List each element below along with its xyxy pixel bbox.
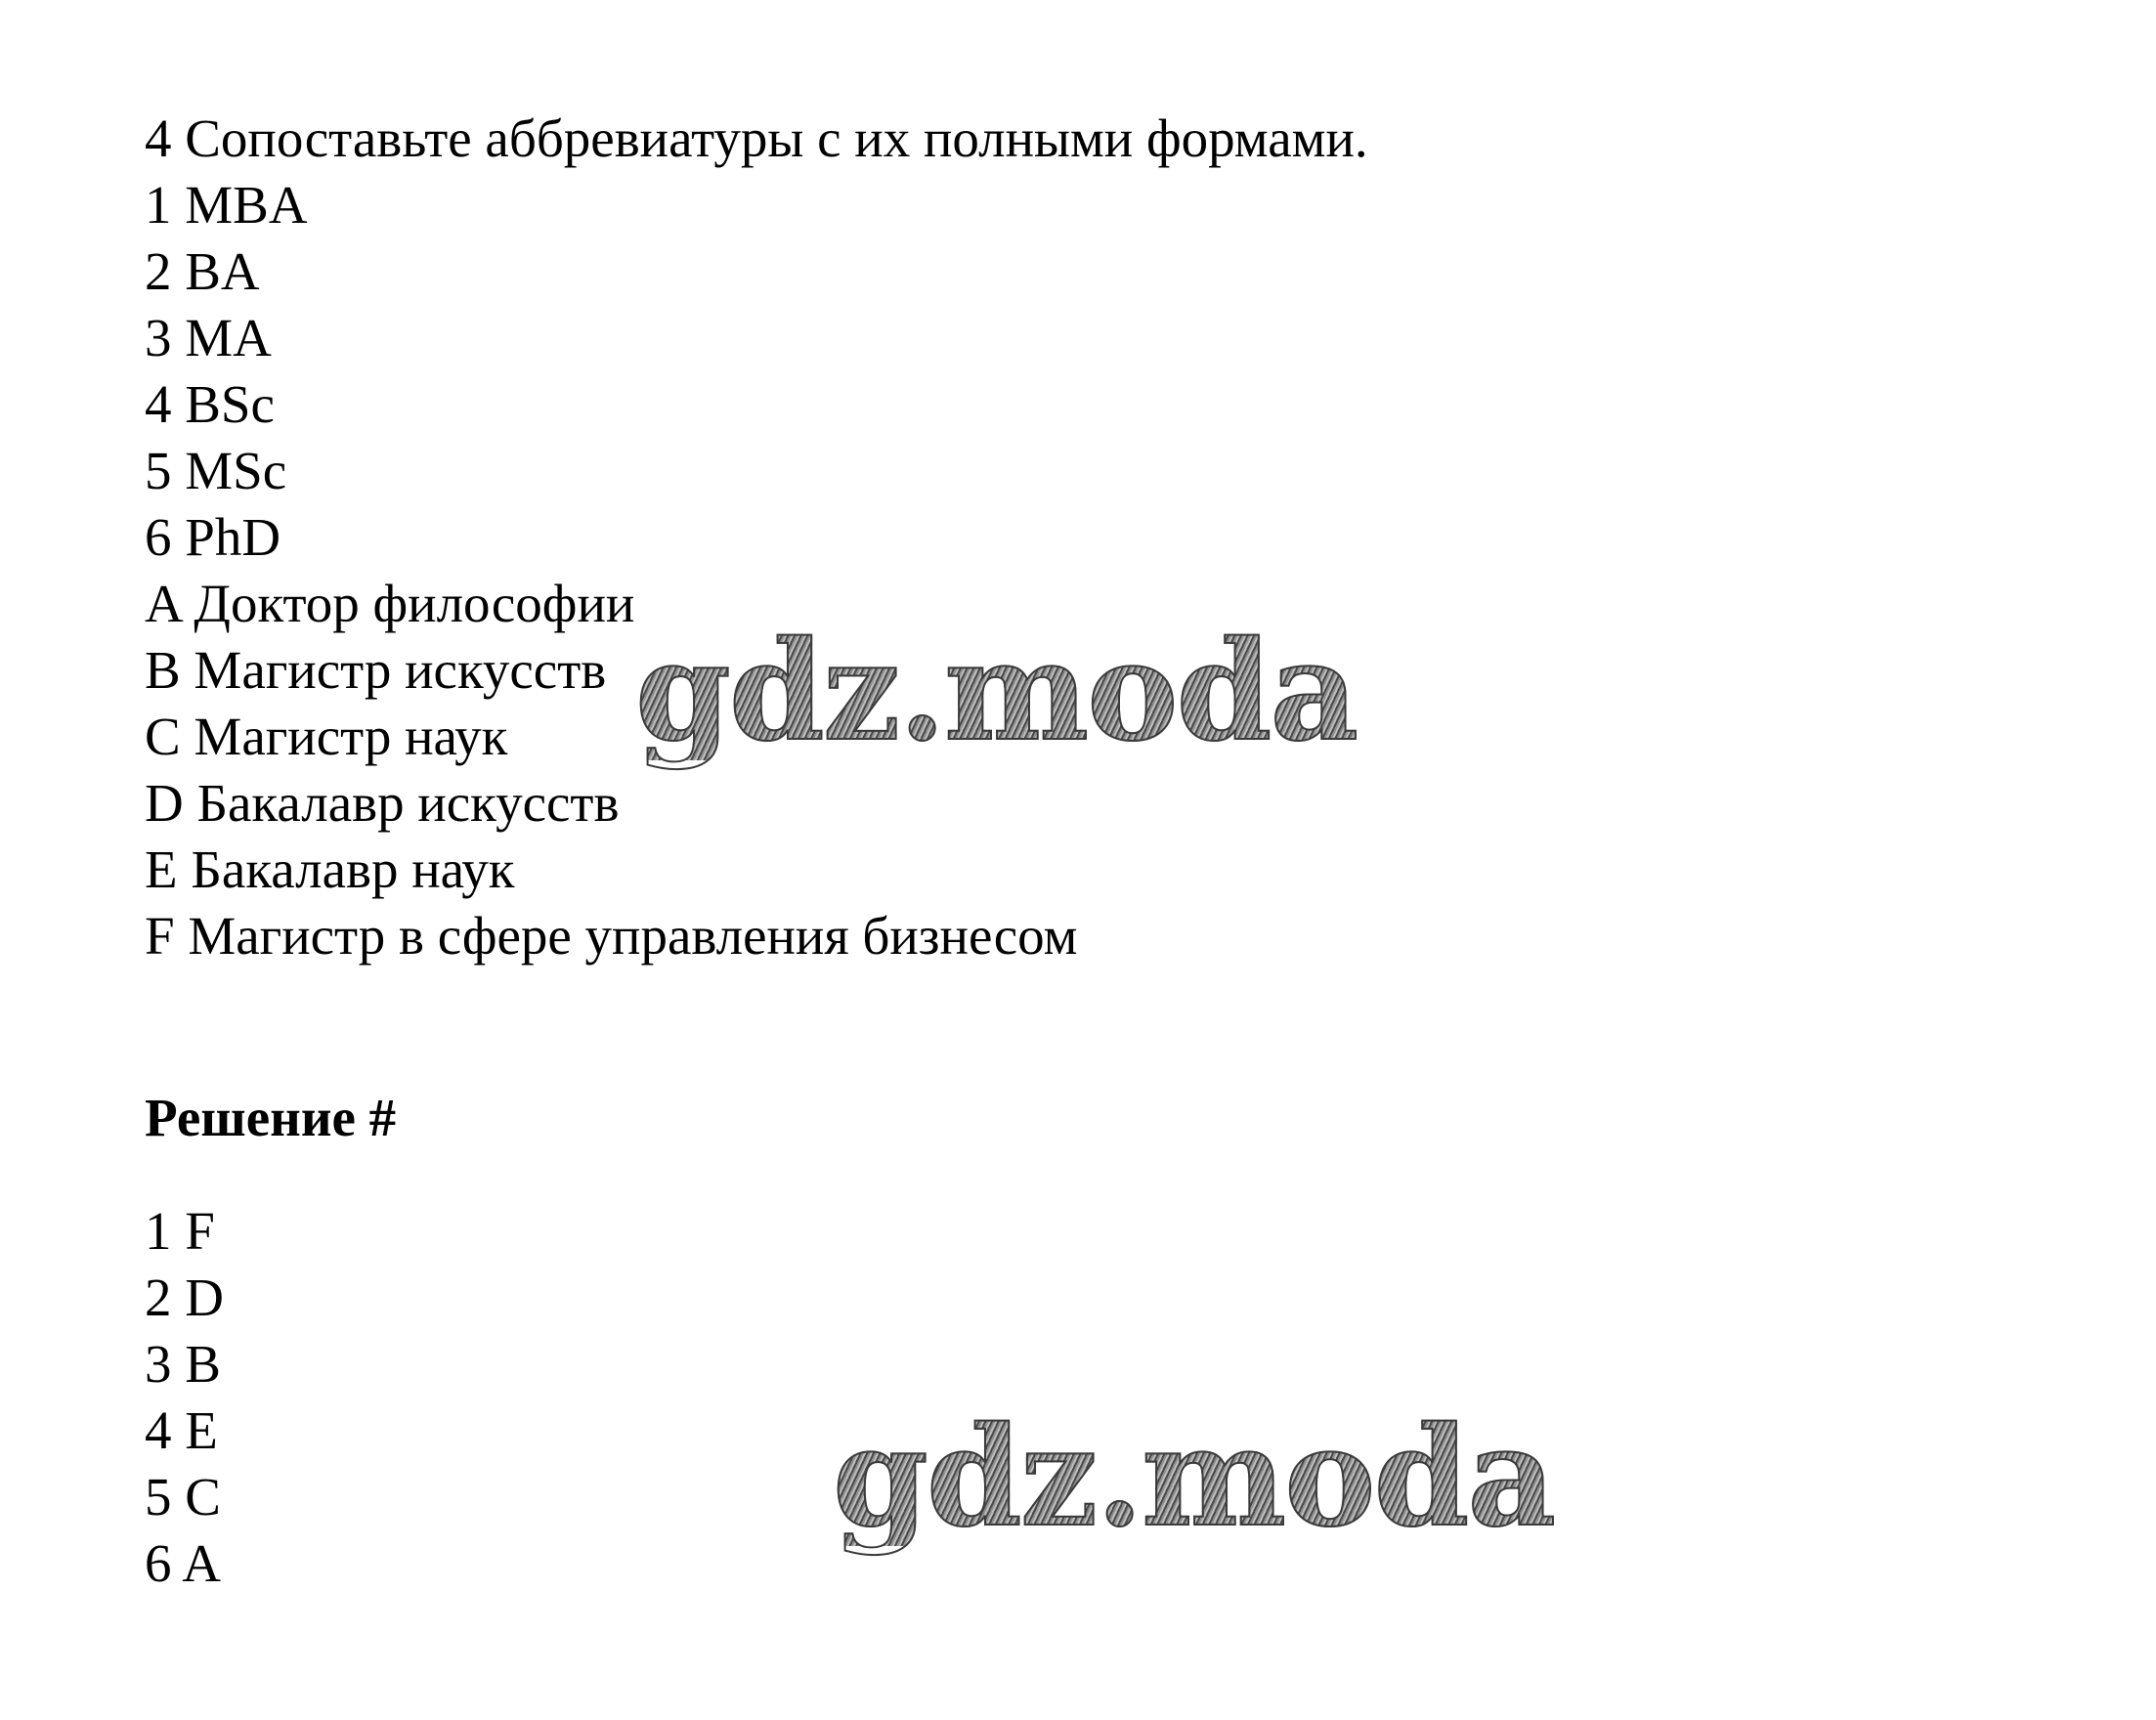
solution-heading: Решение # [145, 1088, 397, 1147]
answer-item: 1 F [145, 1201, 215, 1261]
task-title: 4 Сопоставьте аббревиатуры с их полными формами. [145, 108, 1368, 168]
answer-item: 5 C [145, 1467, 221, 1526]
answer-item: 6 A [145, 1533, 221, 1593]
answer-item: 4 E [145, 1400, 218, 1460]
full-form-item: A Доктор философии [145, 574, 635, 633]
abbreviation-item: 3 MA [145, 308, 272, 367]
abbreviation-item: 2 BA [145, 241, 260, 301]
abbreviation-item: 1 MBA [145, 175, 308, 235]
watermark-logo: gdz.moda [833, 1398, 1555, 1558]
full-form-item: E Бакалавр наук [145, 839, 515, 899]
answer-item: 3 B [145, 1334, 221, 1394]
answer-item: 2 D [145, 1268, 224, 1327]
full-form-item: F Магистр в сфере управления бизнесом [145, 906, 1078, 966]
full-form-item: C Магистр наук [145, 707, 508, 766]
abbreviation-item: 5 MSc [145, 441, 287, 500]
full-form-item: D Бакалавр искусств [145, 773, 620, 833]
full-form-item: B Магистр искусств [145, 640, 607, 700]
watermark-logo: gdz.moda [635, 612, 1358, 772]
abbreviation-item: 4 BSc [145, 374, 275, 434]
abbreviation-item: 6 PhD [145, 507, 281, 567]
